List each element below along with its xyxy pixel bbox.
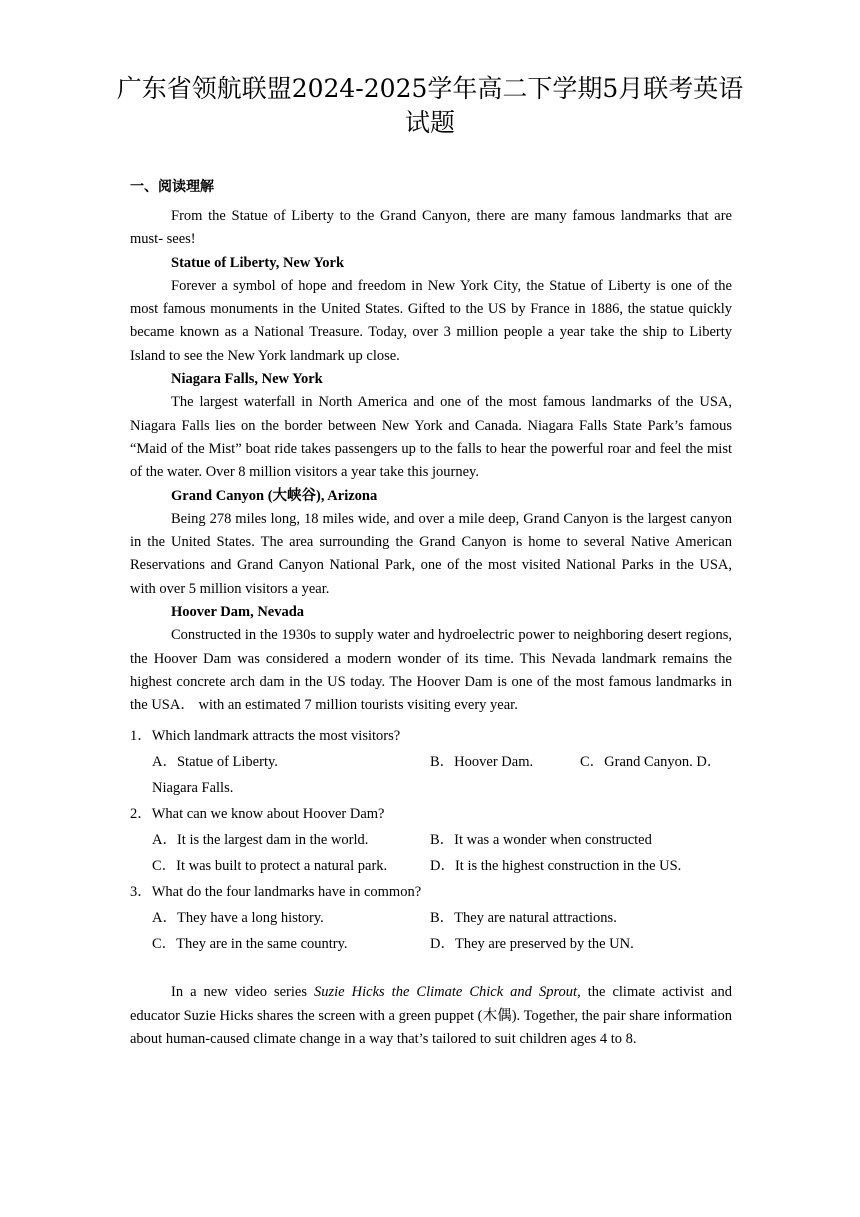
option-b[interactable]: B．It was a wonder when constructed <box>430 832 652 848</box>
option-d[interactable]: D．It is the highest construction in the US. <box>430 858 682 874</box>
landmark-heading: Statue of Liberty, New York <box>171 254 345 271</box>
option-c[interactable]: C．They are in the same country. <box>152 936 348 952</box>
option-b[interactable]: B．Hoover Dam. <box>430 754 534 770</box>
passage-b-pre: In a new video series <box>171 984 314 1000</box>
landmark-paragraph: Being 278 miles long, 18 miles wide, and over a mile deep, Grand Canyon is the largest canyon in the United States. The area surrounding the Grand Canyon is home to several Native American Reservations and Grand Canyon National Park, one of the most visited National Parks in the USA, with over 5 million visitors a year. <box>130 510 732 597</box>
landmark-paragraph: The largest waterfall in North America and one of the most famous landmarks of the USA, Niagara Falls lies on the border between New York and Canada. Niagara Falls State Park’s famous “Maid of the Mist” boat ride takes passengers up to the falls to hear the powerful roar and feel the mist of the water. Over 8 million visitors a year take this journey. <box>130 394 732 481</box>
passage-b <box>130 981 732 1052</box>
option-row <box>130 853 732 879</box>
option-d[interactable]: D．They are preserved by the UN. <box>430 936 634 952</box>
landmark-heading: Grand Canyon (大峡谷), Arizona <box>171 487 378 504</box>
title-line-1: 广东省领航联盟2024-2025学年高二下学期5月联考英语 <box>116 74 744 103</box>
section-heading: 一、阅读理解 <box>130 179 214 195</box>
option-row <box>130 749 732 775</box>
passage-b-post: , the climate activist and educator Suzie Hicks shares the screen with a green puppet (木偶). Together, the pair share information about human-caused climate change in a way that’s tailored to suit children ages 4 to 8. <box>130 984 732 1048</box>
passage-a-intro: From the Statue of Liberty to the Grand Canyon, there are many famous landmarks that are must- sees! <box>130 208 732 248</box>
option-row <box>130 905 732 931</box>
landmark-paragraph: Forever a symbol of hope and freedom in New York City, the Statue of Liberty is one of the most famous monuments in the United States. Gifted to the US by France in 1886, the statue quickly became known as a National Treasure. Today, over 3 million people a year take the ship to Liberty Island to see the New York landmark up close. <box>130 277 732 364</box>
option-row <box>130 931 732 957</box>
passage-a <box>130 205 732 718</box>
option-b[interactable]: B．They are natural attractions. <box>430 910 617 926</box>
question-stem: 3．What do the four landmarks have in common? <box>130 884 422 900</box>
document-title <box>110 72 750 140</box>
title-line-2: 试题 <box>404 108 455 137</box>
option-c[interactable]: C．Grand Canyon. D． <box>580 754 722 770</box>
passage-b-paragraph <box>130 981 732 1052</box>
question-stem: 1．Which landmark attracts the most visitors? <box>130 728 401 744</box>
landmark-paragraph: Constructed in the 1930s to supply water and hydroelectric power to neighboring desert regions, the Hoover Dam was considered a modern wonder of its time. This Nevada landmark remains the highest concrete arch dam in the US today. The Hoover Dam is one of the most famous landmarks in the USA． with an estimated 7 million tourists visiting every year. <box>130 627 732 714</box>
option-row <box>130 827 732 853</box>
question-list <box>130 723 732 957</box>
landmark-heading: Hoover Dam, Nevada <box>171 604 305 621</box>
series-title: Suzie Hicks the Climate Chick and Sprout <box>314 984 578 1000</box>
question-stem: 2．What can we know about Hoover Dam? <box>130 806 385 822</box>
option-a[interactable]: A．They have a long history. <box>152 910 324 926</box>
option-c[interactable]: C．It was built to protect a natural park. <box>152 858 388 874</box>
option-d[interactable]: Niagara Falls. <box>152 780 234 796</box>
landmark-heading: Niagara Falls, New York <box>171 371 323 388</box>
option-a[interactable]: A．It is the largest dam in the world. <box>152 832 369 848</box>
option-a[interactable]: A．Statue of Liberty. <box>152 754 278 770</box>
